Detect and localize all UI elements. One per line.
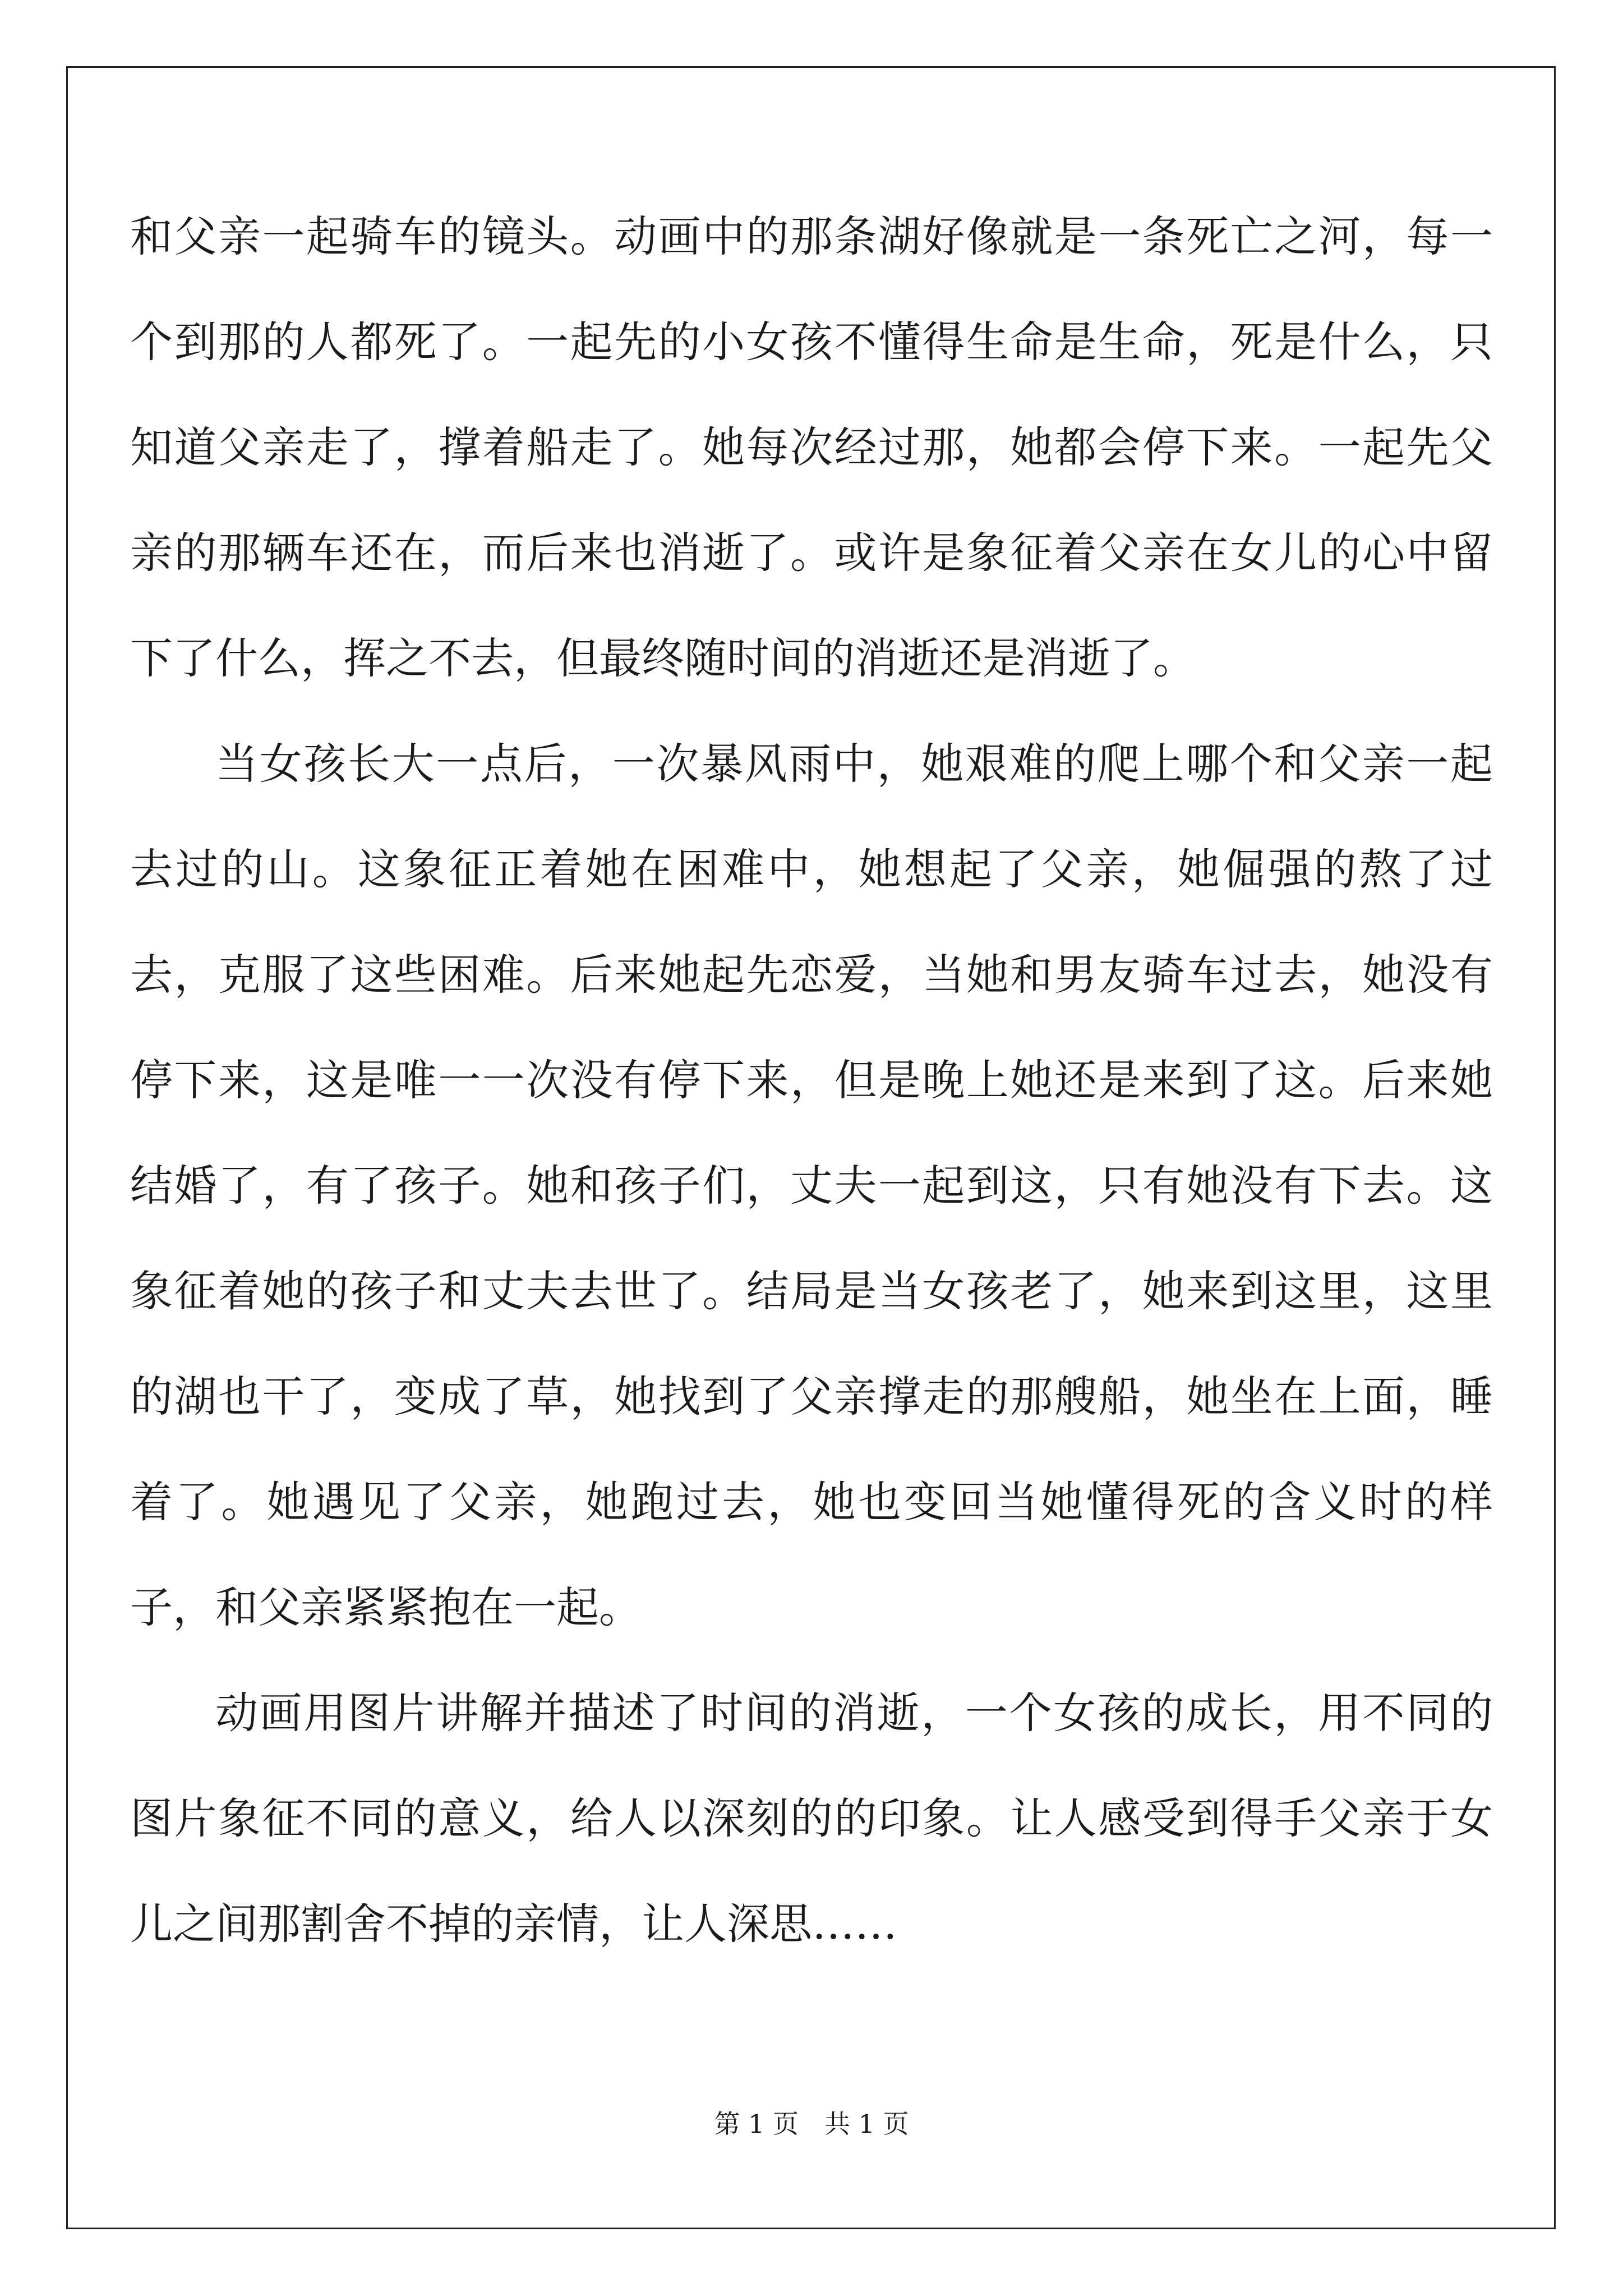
- page-number-footer: 第 1 页 共 1 页: [714, 2109, 909, 2139]
- paragraph-2: 当女孩长大一点后，一次暴风雨中，她艰难的爬上哪个和父亲一起去过的山。这象征正着她在困难中，她想起了父亲，她倔强的熬了过去，克服了这些困难。后来她起先恋爱，当她和男友骑车过去，她没有停下来，这是唯一一次没有停下来，但是晚上她还是来到了这。后来她结婚了，有了孩子。她和孩子们，丈夫一起到这，只有她没有下去。这象征着她的孩子和丈夫去世了。结局是当女孩老了，她来到这里，这里的湖也干了，变成了草，她找到了父亲撑走的那艘船，她坐在上面，睡着了。她遇见了父亲，她跑过去，她也变回当她懂得死的含义时的样子，和父亲紧紧抱在一起。: [130, 739, 1493, 1632]
- paragraph-1: 和父亲一起骑车的镜头。动画中的那条湖好像就是一条死亡之河，每一个到那的人都死了。一起先的小女孩不懂得生命是生命，死是什么，只知道父亲走了，撑着船走了。她每次经过那，她都会停下来。一起先父亲的那辆车还在，而后来也消逝了。或许是象征着父亲在女儿的心中留下了什么，挥之不去，但最终随时间的消逝还是消逝了。: [130, 211, 1493, 683]
- paragraph-3: 动画用图片讲解并描述了时间的消逝，一个女孩的成长，用不同的图片象征不同的意义，给人以深刻的的印象。让人感受到得手父亲于女儿之间那割舍不掉的亲情，让人深思……: [130, 1688, 1493, 1949]
- document-body: [130, 184, 1493, 1977]
